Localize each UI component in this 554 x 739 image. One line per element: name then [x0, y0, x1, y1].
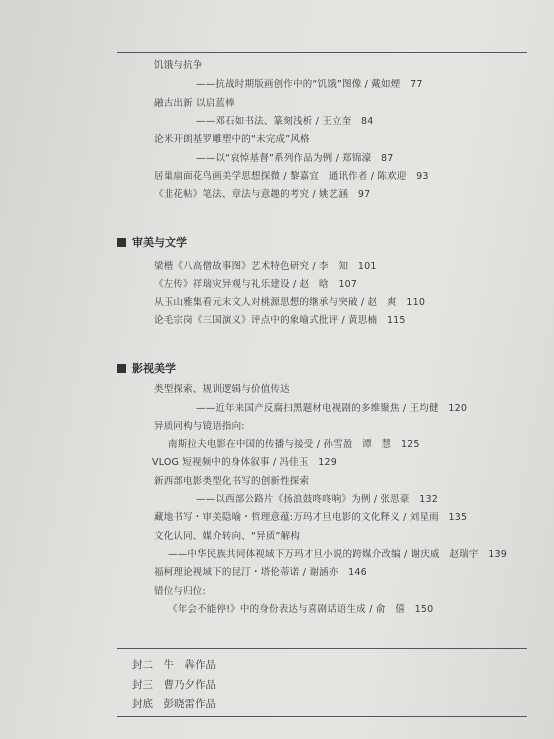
- toc-entry-title: 文化认同、媒介转向、“异质”解构: [154, 531, 301, 542]
- toc-entry: 藏地书写・审美隐喻・哲理意蕴:万玛才旦电影的文化释义 / 刘星雨 135: [154, 512, 468, 523]
- toc-entry: 从玉山雅集看元末文人对桃源思想的继承与突破 / 赵 爽 110: [154, 297, 426, 308]
- toc-entry: 福柯理论视域下的昆汀・塔伦蒂诺 / 谢涵亦 146: [154, 567, 367, 578]
- section-heading-film-aesthetics: [117, 362, 176, 376]
- toc-entry-subtitle: ——以“哀悼基督”系列作品为例 / 郑锦濠 87: [196, 153, 394, 164]
- toc-entry-subtitle: ——中华民族共同体视域下万玛才旦小说的跨媒介改编 / 谢庆威 赵瑞宇 139: [168, 549, 507, 560]
- section-title: 影视美学: [132, 362, 176, 375]
- toc-entry: 《左传》祥瑞灾异观与礼乐建设 / 赵 晗 107: [154, 279, 358, 290]
- toc-entry: 论毛宗岗《三国演义》评点中的象喻式批评 / 黄思楠 115: [154, 315, 406, 326]
- toc-entry-title: 类型探索、规训逻辑与价值传达: [154, 384, 290, 395]
- cover-credit-item: 封二 牛 犇作品: [132, 659, 216, 671]
- top-rule: [117, 52, 527, 53]
- toc-entry-subtitle: ——近年来国产反腐扫黑题材电视剧的多维聚焦 / 王均健 120: [196, 403, 468, 414]
- toc-entry-subtitle: 南斯拉夫电影在中国的传播与接受 / 孙雪盈 谭 慧 125: [168, 439, 420, 450]
- toc-entry-subtitle: 《年会不能停!》中的身份表达与喜剧话语生成 / 俞 僖 150: [168, 604, 434, 615]
- section-heading-aesthetics-literature: [117, 236, 187, 250]
- toc-entry: 《韭花帖》笔法、章法与意趣的考究 / 姚艺涵 97: [154, 189, 371, 200]
- toc-entry: VLOG 短视频中的身体叙事 / 冯佳玉 129: [152, 457, 337, 468]
- toc-entry-subtitle: ——以西部公路片《扬浪鼓咚咚响》为例 / 张思豪 132: [196, 494, 438, 505]
- section-title: 审美与文学: [132, 236, 187, 249]
- toc-entry-title: 错位与归位:: [154, 586, 206, 597]
- toc-entry-subtitle: ——抗战时期版画创作中的“饥饿”图像 / 戴如煙 77: [196, 79, 423, 90]
- section-marker-icon: [117, 238, 126, 247]
- toc-entry-title: 饥饿与抗争: [154, 60, 203, 71]
- toc-entry: 梁楷《八高僧故事图》艺术特色研究 / 李 知 101: [154, 261, 377, 272]
- toc-entry-title: 融古出新 以启蓝棒: [154, 98, 235, 109]
- toc-entry-subtitle: ——邓石如书法、篆刻浅析 / 王立奎 84: [196, 116, 374, 127]
- footer-rule: [117, 648, 527, 649]
- bottom-rule: [117, 716, 527, 717]
- cover-credit-item: 封底 彭晓雷作品: [132, 698, 216, 710]
- toc-entry-title: 论米开朗基罗雕塑中的“未完成”风格: [154, 134, 310, 145]
- toc-entry-title: 异质同构与镜语指向:: [154, 421, 245, 432]
- toc-entry: 居巢扇面花鸟画美学思想探微 / 黎嘉宜 通讯作者 / 陈欢迎 93: [154, 171, 429, 182]
- toc-entry-title: 新西部电影类型化书写的创新性探索: [154, 476, 310, 487]
- cover-credit-item: 封三 曹乃夕作品: [132, 679, 216, 691]
- section-marker-icon: [117, 364, 126, 373]
